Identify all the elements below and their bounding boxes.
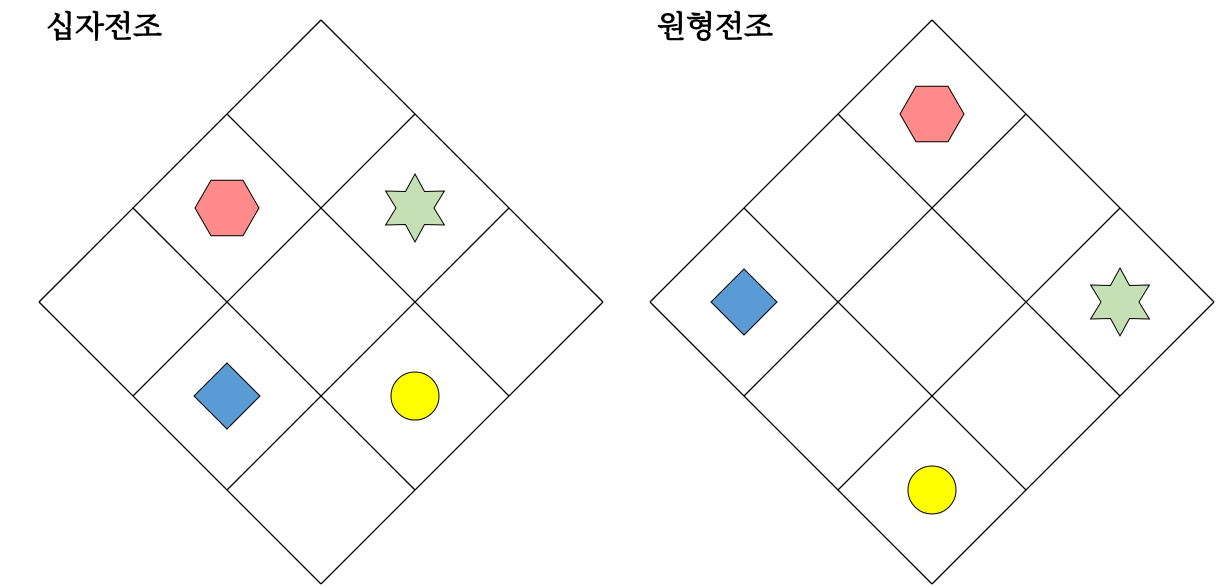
diagram-title-cross: 십자전조: [46, 10, 162, 45]
diagram-title-circle: 원형전조: [657, 10, 773, 45]
board-cross: [39, 20, 603, 584]
board-circle: [650, 20, 1214, 584]
grid-line: [838, 114, 1120, 396]
grid-line: [133, 114, 415, 396]
hexagon-piece: [195, 180, 259, 235]
hexagon-piece: [900, 86, 964, 141]
grid-line: [321, 20, 603, 302]
grid-line: [838, 208, 1120, 490]
star-piece: [386, 174, 445, 242]
diamond-piece: [711, 269, 777, 335]
grid-line: [650, 20, 932, 302]
grid-line: [39, 20, 321, 302]
grid-line: [932, 302, 1214, 584]
grid-line: [932, 20, 1214, 302]
grid-line: [39, 302, 321, 584]
diamond-piece: [194, 363, 260, 429]
grid-line: [744, 114, 1026, 396]
grid-line: [650, 302, 932, 584]
star-piece: [1091, 268, 1150, 336]
grid-line: [744, 208, 1026, 490]
grid-line: [227, 114, 509, 396]
grid-line: [321, 302, 603, 584]
circle-piece: [391, 372, 439, 420]
grid-line: [227, 208, 509, 490]
grid-line: [133, 208, 415, 490]
circle-piece: [908, 466, 956, 514]
